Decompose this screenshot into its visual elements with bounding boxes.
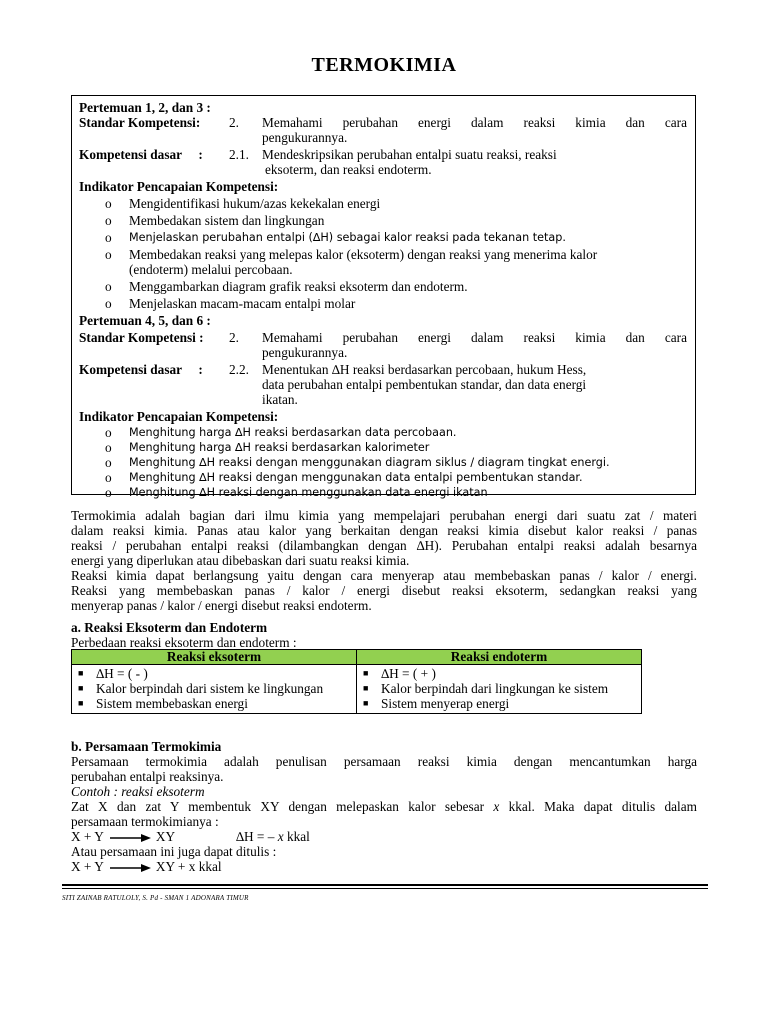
list-text: Sistem menyerap energi [381,696,510,711]
reaction-arrow-icon [108,863,152,873]
kd-label: Kompetensi dasar : [79,147,203,162]
indicator-text: Menghitung harga ∆H reaksi berdasarkan data percobaan. [129,426,457,439]
indicator-item [105,485,687,500]
eq-reactants: X + Y [71,829,104,844]
section-b [71,739,697,874]
bullet: o [105,485,112,500]
bullet-square: ■ [78,683,84,693]
bullet: o [105,440,112,455]
list-item [363,666,635,681]
kd-text-line2: data perubahan entalpi pembentukan standar, dan data energi [262,377,587,392]
eq-product: XY + x kkal [155,859,222,874]
indicator-text: Membedakan reaksi yang melepas kalor (eksoterm) dengan reaksi yang menerima kalor [129,247,598,262]
indicator-header: Indikator Pencapaian Kompetensi: [79,409,279,424]
list-text: Sistem membebaskan energi [96,696,248,711]
bullet-square: ■ [363,698,369,708]
bullet-square: ■ [78,698,84,708]
kd-text-line1: Menentukan ∆H reaksi berdasarkan percobaan, hukum Hess, [262,362,587,377]
intro-line: menyerap panas / kalor / energi disebut reaksi endoterm. [71,598,372,613]
sk-text-line2: pengukurannya. [262,130,348,145]
section-b-line: perubahan entalpi reaksinya. [71,769,224,784]
intro-line: dalam reaksi kimia. Panas atau kalor yang berkaitan dengan reaksi kimia disebut kalor reaksi / panas [71,523,697,538]
indicator-item [105,247,687,262]
page-title: TERMOKIMIA [311,54,457,76]
intro-line: Termokimia adalah bagian dari ilmu kimia yang mempelajari perubahan energi dari suatu zat / materi [71,508,697,523]
kd-text-line2: eksoterm, dan reaksi endoterm. [265,162,432,177]
indicator-text: Menghitung ∆H reaksi dengan menggunakan data entalpi pembentukan standar. [129,471,583,484]
meeting-1-sk-row2 [79,130,687,145]
bullet: o [105,213,112,228]
sk-number: 2. [229,115,239,130]
text-part: kkal. Maka dapat ditulis dalam [499,799,697,814]
meeting-2-sk-row [79,330,687,345]
meeting-2-kd-row [79,362,687,377]
indicator-item [105,196,687,211]
footer-author: SITI ZAINAB RATULOLY, S. Pd - SMAN 1 ADONARA TIMUR [62,894,249,902]
footer-rule-thin [62,888,708,889]
section-b-line: persamaan termokimianya : [71,814,219,829]
text-part: Zat X dan zat Y membentuk XY dengan melepaskan kalor sebesar [71,799,494,814]
bullet-square: ■ [78,668,84,678]
equation-2 [71,859,697,874]
indicator-text: Menghitung ∆H reaksi dengan menggunakan diagram siklus / diagram tingkat energi. [129,456,610,469]
sk-text-line1: Memahami perubahan energi dalam reaksi kimia dan cara [262,330,687,345]
intro-paragraph [71,508,697,613]
eksoterm-cell [72,665,357,714]
meeting-2-sk-row2 [79,345,687,360]
sk-text-line2: pengukurannya. [262,345,348,360]
sk-number: 2. [229,330,239,345]
example-label: Contoh : reaksi eksoterm [71,784,205,799]
bullet: o [105,279,112,294]
list-text: Kalor berpindah dari lingkungan ke sistem [381,681,609,696]
eq-unit: kkal [283,829,310,844]
intro-line: reaksi / perubahan entalpi reaksi (dilambangkan dengan ∆H). Perubahan entalpi reaksi adalah besarnya [71,538,697,553]
section-a [71,620,697,650]
list-item [78,681,350,696]
indicator-header: Indikator Pencapaian Kompetensi: [79,179,279,194]
reaction-arrow-icon [108,833,152,843]
indicator-text: Membedakan sistem dan lingkungan [129,213,325,228]
kd-text-line1: Mendeskripsikan perubahan entalpi suatu reaksi, reaksi [262,147,557,162]
eq-product: XY [155,829,176,844]
comparison-table [71,649,642,714]
list-item [78,696,350,711]
eq-reactants: X + Y [71,859,104,874]
eq-x: x [277,829,284,844]
meeting-1-kd-row2 [79,162,687,177]
eq-dh: ∆H = – [235,829,278,844]
list-text: Kalor berpindah dari sistem ke lingkungan [96,681,324,696]
list-item [78,666,350,681]
indicator-item [105,296,687,311]
bullet: o [105,230,112,245]
variable-x: x [493,799,500,814]
col-header-endoterm: Reaksi endoterm [357,650,642,665]
bullet: o [105,455,112,470]
list-text: ∆H = ( + ) [381,666,436,681]
bullet: o [105,470,112,485]
indicator-item-cont [105,262,687,277]
bullet-square: ■ [363,668,369,678]
indicator-item [105,455,687,470]
endoterm-cell [357,665,642,714]
meeting-2-header: Pertemuan 4, 5, dan 6 : [79,313,211,328]
meeting-1-header: Pertemuan 1, 2, dan 3 : [79,100,211,115]
indicator-item [105,213,687,228]
list-item [363,681,635,696]
indicator-item [105,470,687,485]
bullet-square: ■ [363,683,369,693]
footer-rule [62,884,708,886]
section-b-line [71,799,697,814]
indicator-item [105,426,687,440]
bullet: o [105,196,112,211]
indicator-item [105,279,687,294]
intro-line: Reaksi kimia dapat berlangsung yaitu dengan cara menyerap atau membebaskan panas / kalor / energi. [71,568,697,583]
sk-label: Standar Kompetensi: [79,115,201,130]
section-a-heading: a. Reaksi Eksoterm dan Endoterm [71,620,268,635]
meeting-2-kd-row3 [79,392,687,407]
meeting-2-kd-row2 [79,377,687,392]
kd-text-line3: ikatan. [262,392,298,407]
list-text: ∆H = ( - ) [96,666,148,681]
section-b-line: Persamaan termokimia adalah penulisan persamaan reaksi kimia dengan mencantumkan harga [71,754,697,769]
meeting-1-sk-row [79,115,687,130]
kd-number: 2.2. [229,362,249,377]
indicator-text: (endoterm) melalui percobaan. [129,262,293,277]
kd-label: Kompetensi dasar : [79,362,203,377]
indicator-item [105,230,687,245]
indicator-text: Menjelaskan macam-macam entalpi molar [129,296,356,311]
intro-line: Reaksi yang membebaskan panas / kalor / energi disebut reaksi eksoterm, sedangkan reaksi yang [71,583,697,598]
competency-box [71,95,696,500]
equation-1 [71,829,697,844]
indicator-text: Menghitung harga ∆H reaksi berdasarkan kalorimeter [129,441,430,454]
sk-label: Standar Kompetensi : [79,330,204,345]
indicator-item [105,440,687,455]
section-a-subtitle: Perbedaan reaksi eksoterm dan endoterm : [71,635,297,650]
bullet: o [105,425,112,440]
indicator-text: Menggambarkan diagram grafik reaksi eksoterm dan endoterm. [129,279,468,294]
bullet: o [105,247,112,262]
list-item [363,696,635,711]
sk-text-line1: Memahami perubahan energi dalam reaksi kimia dan cara [262,115,687,130]
kd-number: 2.1. [229,147,249,162]
meeting-1-kd-row [79,147,687,162]
indicator-text: Menjelaskan perubahan entalpi (∆H) sebagai kalor reaksi pada tekanan tetap. [129,231,566,244]
indicator-text: Mengidentifikasi hukum/azas kekekalan energi [129,196,381,211]
section-b-line: Atau persamaan ini juga dapat ditulis : [71,844,277,859]
section-b-heading: b. Persamaan Termokimia [71,739,222,754]
indicator-text: Menghitung ∆H reaksi dengan menggunakan data energi ikatan [129,486,488,499]
intro-line: energi yang diperlukan atau dibebaskan dari suatu reaksi kimia. [71,553,410,568]
col-header-eksoterm: Reaksi eksoterm [72,650,357,665]
bullet: o [105,296,112,311]
